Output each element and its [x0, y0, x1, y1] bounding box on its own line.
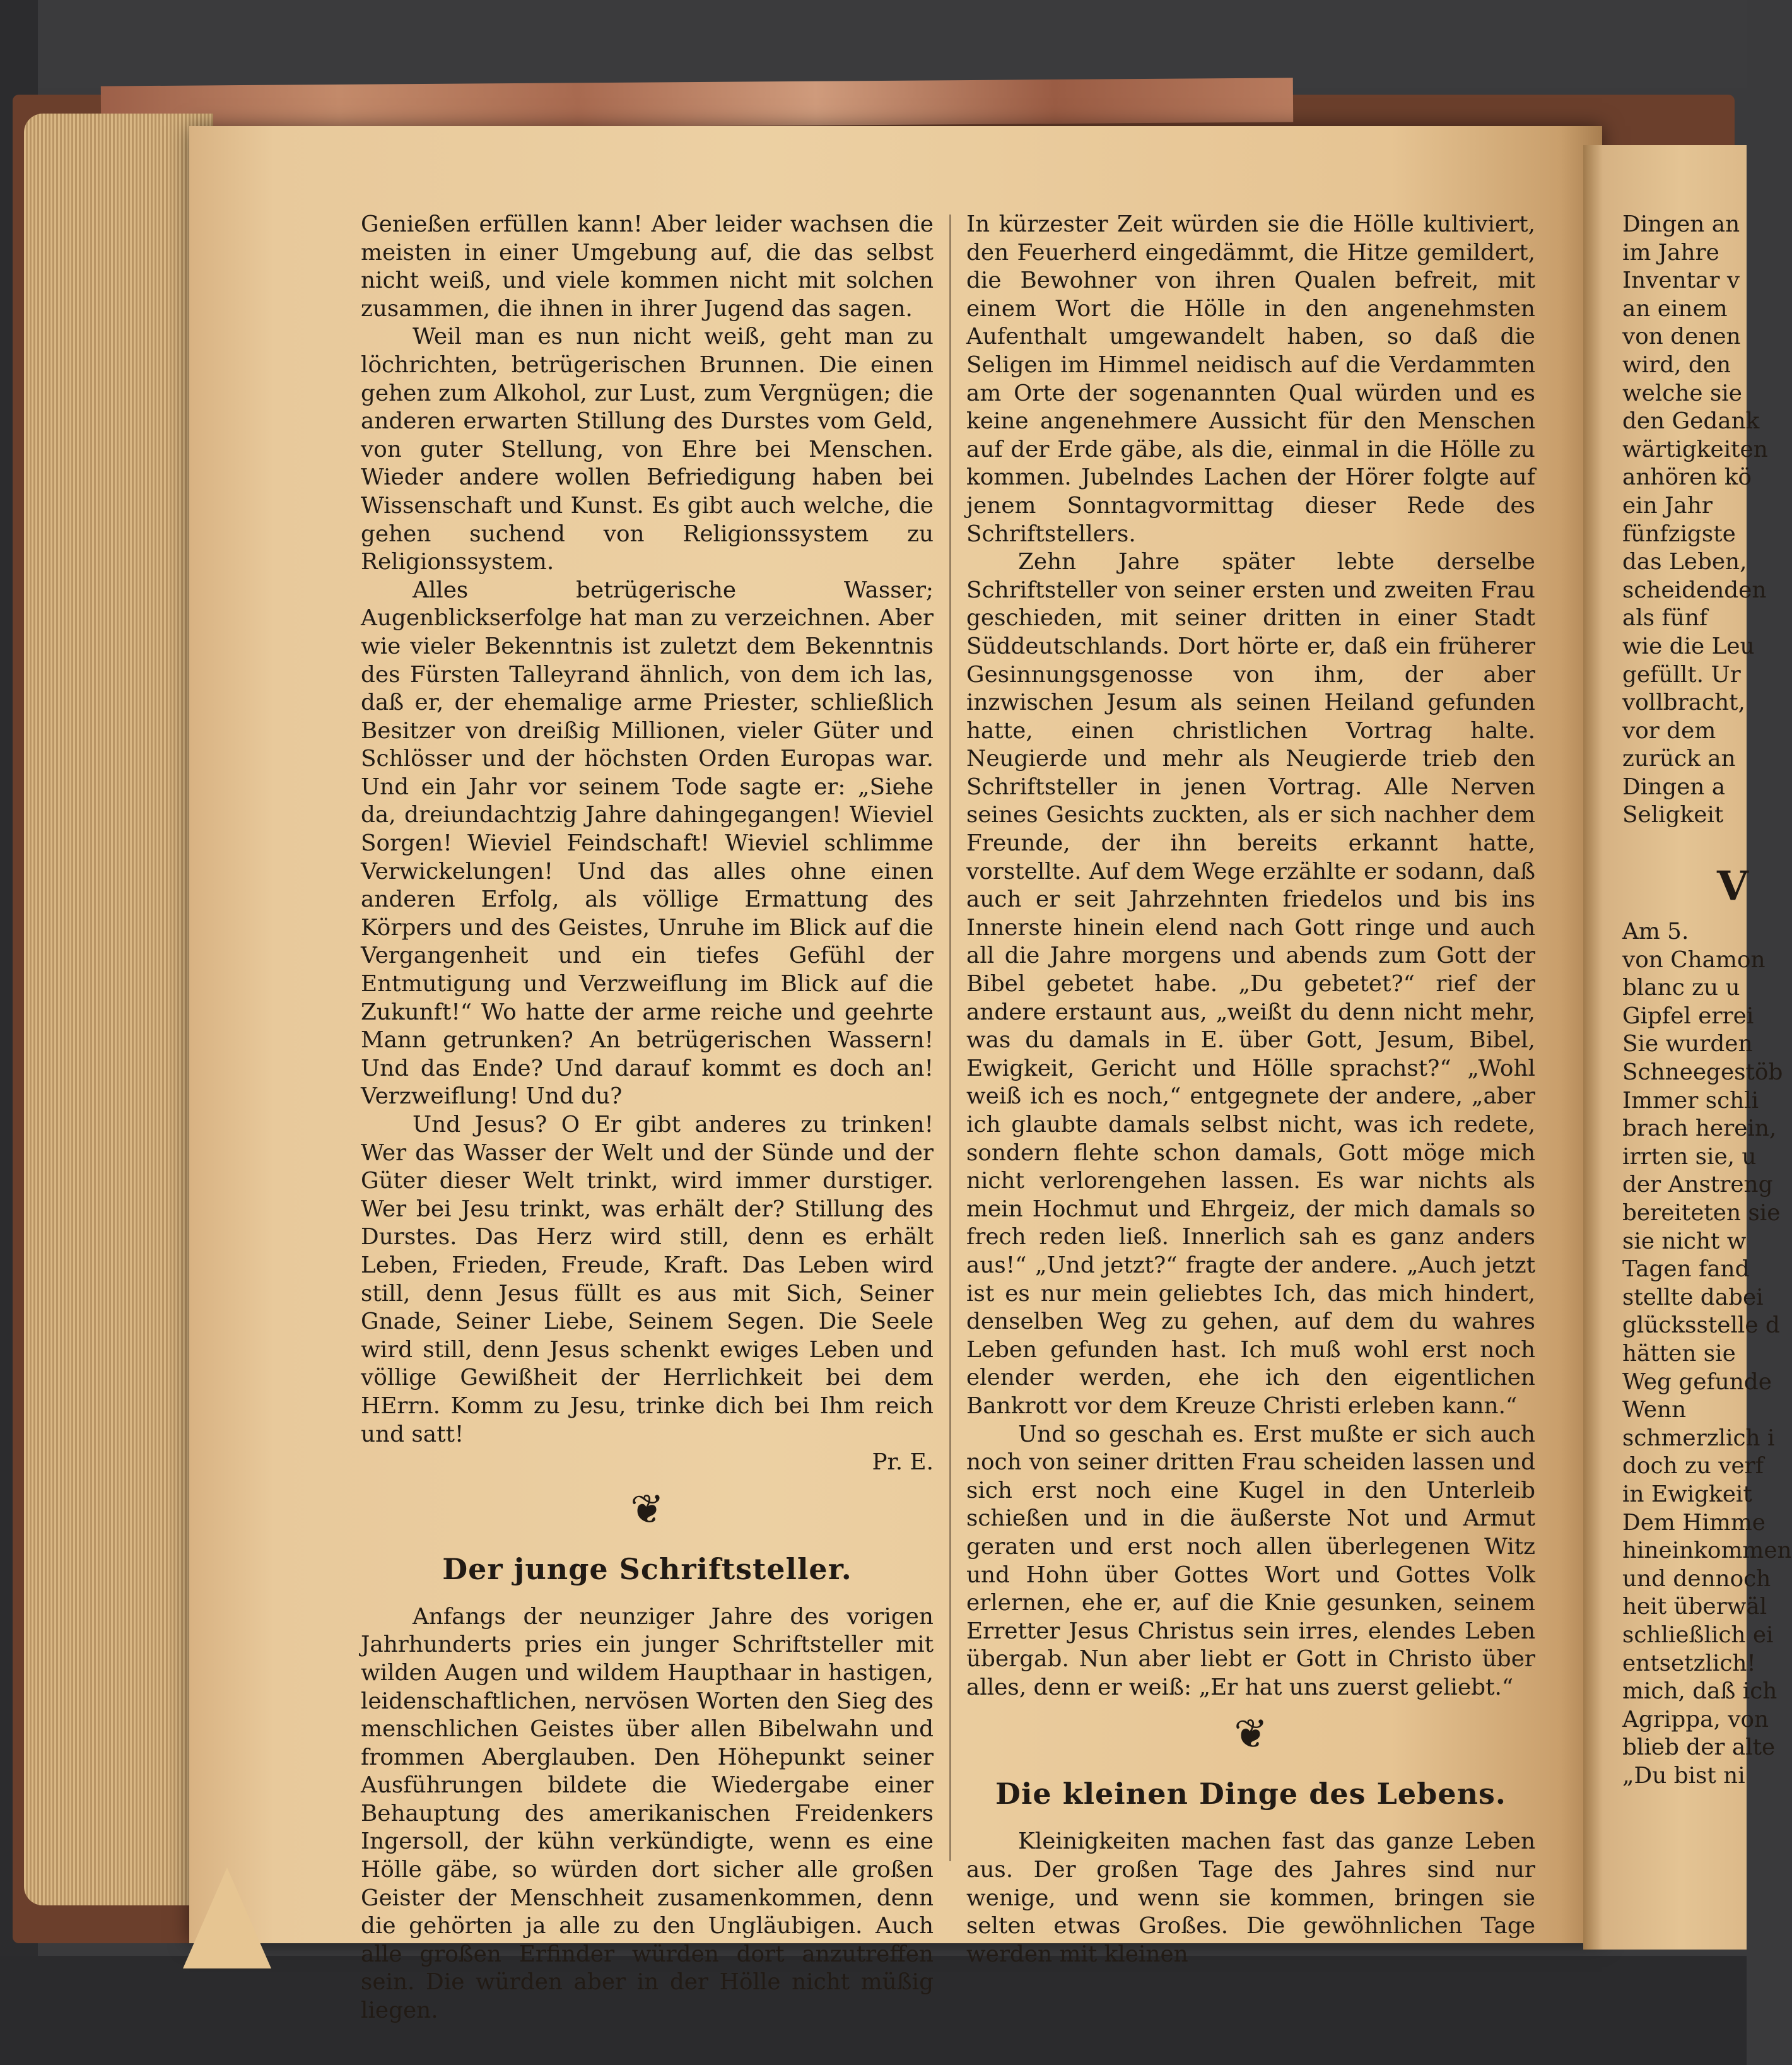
- fragment-line: von denen: [1622, 324, 1741, 350]
- fragment-line: Am 5.: [1622, 919, 1689, 945]
- fragment-line: Schneegestöb: [1622, 1059, 1783, 1086]
- right-column: [966, 211, 1535, 1968]
- fragment-line: Immer schli: [1622, 1087, 1759, 1114]
- fragment-line: wird, den: [1622, 351, 1731, 378]
- fragment-line: den Gedank: [1622, 408, 1760, 435]
- fragment-line: stellte dabei: [1622, 1284, 1764, 1310]
- paragraph: Kleinigkeiten machen fast das ganze Leben aus. Der großen Tage des Jahres sind nur wenige, und wenn sie kommen, bringen sie selten etwas Großes. Die gewöhnlichen Tage werden mit kleinen: [966, 1828, 1535, 1967]
- left-column: [361, 211, 934, 2025]
- paragraph: Genießen erfüllen kann! Aber leider wachsen die meisten in einer Umgebung auf, die das selbst nicht weiß, und viele kommen nicht mit solchen zusammen, die ihnen in ihrer Jugend das sagen.: [361, 211, 934, 322]
- paragraph: Und so geschah es. Erst mußte er sich auch noch von seiner dritten Frau scheiden lassen und sich erst noch eine Kugel in den Unterleib schießen und in die äußerste Not und Armut geraten und erst noch allen überlegenen Witz und Hohn über Gottes Wort und Gottes Volk erlernen, ehe er, auf die Knie gesunken, seinem Erretter Jesus Christus sein irres, elendes Leben übergab. Nun aber liebt er Gott in Christo über alles, denn er weiß: „Er hat uns zuerst geliebt.“: [966, 1421, 1535, 1700]
- fragment-line: hineinkommen: [1622, 1538, 1792, 1564]
- background-board-top: [0, 0, 1747, 88]
- fragment-line: blanc zu u: [1622, 975, 1740, 1001]
- paragraph: Und Jesus? O Er gibt anderes zu trinken! Wer das Wasser der Welt und der Sünde und der Güter dieser Welt trinkt, wird immer durstiger. Wer bei Jesu trinkt, was erhält der? Stillung des Durstes. Das Herz wird still, denn es erhält Leben, Frieden, Freude, Kraft. Das Leben wird still, denn Jesus füllt es aus mit Sich, Seiner Gnade, Seiner Liebe, Seinem Segen. Die Seele wird still, denn Jesus schenkt ewiges Leben und völlige Gewißheit der Herrlichkeit bei dem HErrn. Komm zu Jesu, trinke dich bei Ihm reich und satt!: [361, 1112, 934, 1447]
- paragraph: Zehn Jahre später lebte derselbe Schriftsteller von seiner ersten und zweiten Frau geschieden, mit seiner dritten in einer Stadt Süddeutschlands. Dort hörte er, daß ein früherer Gesinnungsgenosse von ihm, der aber inzwischen Jesum als seinen Heiland gefunden hatte, einen christlichen Vortrag halte. Neugierde und mehr als Neugierde trieb den Schriftsteller in jenen Vortrag. Alle Nerven seines Gesichts zuckten, als er sich nachher dem Freunde, der ihn bereits erkannt hatte, vorstellte. Auf dem Wege erzählte er sodann, daß auch er seit Jahrzehnten friedelos und bis ins Innerste hinein elend nach Gott ringe und auch all die Jahre morgens und abends zum Gott der Bibel gebetet habe. „Du gebetet?“ rief der andere erstaunt aus, „weißt du denn nicht mehr, was du damals in E. über Gott, Jesum, Bibel, Ewigkeit, Gericht und Hölle sprachst?“ „Wohl weiß ich es noch,“ entgegnete der andere, „aber ich glaubte damals selbst nicht, was ich redete, sondern flehte schon damals, Gott möge mich nicht verlorengehen lassen. Es war nichts als mein Hochmut und Ehrgeiz, der mich damals so frech reden ließ. Innerlich sah es ganz anders aus!“ „Und jetzt?“ fragte der andere. „Auch jetzt ist es nur mein geliebtes Ich, das mich hindert, denselben Weg zu gehen, auf dem du wahres Leben gefunden hast. Ich muß wohl erst noch elender werden, ehe ich den eigentlichen Bankrott vor dem Kreuze Christi erleben kann.“: [966, 549, 1535, 1419]
- fragment-line: irrten sie, u: [1622, 1143, 1757, 1170]
- fragment-line: vollbracht,: [1622, 690, 1745, 716]
- fragment-line: schmerzlich i: [1622, 1425, 1775, 1451]
- ornament-icon: ❦: [630, 1486, 664, 1533]
- fragment-line: doch zu verf: [1622, 1453, 1764, 1480]
- fragment-line: an einem: [1622, 295, 1728, 322]
- fragment-line: anhören kö: [1622, 464, 1752, 491]
- paragraph: In kürzester Zeit würden sie die Hölle kultiviert, den Feuerherd eingedämmt, die Hitze gemildert, die Bewohner von ihren Qualen befreit, mit einem Wort die Hölle in den angenehmsten Aufenthalt umgewandelt haben, so daß die Seligen im Himmel neidisch auf die Verdammten am Orte der sogenannten Qual würden und es keine angenehmere Aussicht für den Menschen auf der Erde gäbe, als die, einmal in die Hölle zu kommen. Jubelndes Lachen der Hörer folgte auf jenem Sonntagvormittag dieser Rede des Schriftstellers.: [966, 211, 1535, 547]
- fragment-line: glücksstelle d: [1622, 1312, 1780, 1339]
- article-title: Die kleinen Dinge des Lebens.: [995, 1777, 1506, 1811]
- fragment-line: wärtigkeiten: [1622, 436, 1768, 462]
- fragment-line: zurück an: [1622, 746, 1736, 772]
- fragment-lines-bottom: [1622, 918, 1792, 1790]
- fragment-line: schließlich ei: [1622, 1621, 1774, 1648]
- fragment-line: Tagen fand: [1622, 1256, 1750, 1283]
- author-signature: Pr. E.: [872, 1449, 934, 1476]
- fragment-heading-letter: V: [1717, 862, 1748, 910]
- fragment-line: blieb der alte: [1622, 1734, 1776, 1761]
- fragment-line: Wenn: [1622, 1397, 1687, 1423]
- marbled-endpaper: [101, 78, 1293, 130]
- fragment-line: Inventar v: [1622, 268, 1740, 294]
- fragment-line: fünfzigste: [1622, 521, 1736, 547]
- fragment-line: gefüllt. Ur: [1622, 661, 1741, 688]
- article-title: Der junge Schriftsteller.: [442, 1551, 852, 1586]
- fragment-line: ein Jahr: [1622, 492, 1713, 519]
- paragraph: Weil man es nun nicht weiß, geht man zu löchrichten, betrügerischen Brunnen. Die einen gehen zum Alkohol, zur Lust, zum Vergnügen; die anderen erwarten Stillung des Durstes vom Geld, von guter Stellung, von Ehre bei Menschen. Wieder andere wollen Befriedigung haben bei Wissenschaft und Kunst. Es gibt auch welche, die gehen suchend von Religionssystem zu Religionssystem.: [361, 324, 934, 575]
- fragment-line: bereiteten sie: [1622, 1200, 1781, 1226]
- fragment-line: im Jahre: [1622, 239, 1719, 266]
- fragment-line: wie die Leu: [1622, 633, 1755, 659]
- ornament-icon: ❦: [1234, 1711, 1268, 1758]
- fragment-lines-top: [1622, 211, 1768, 830]
- fragment-line: scheidenden: [1622, 577, 1767, 603]
- fragment-line: brach herein,: [1622, 1115, 1777, 1142]
- fragment-line: als fünf: [1622, 605, 1708, 632]
- fragment-line: Dingen a: [1622, 774, 1726, 800]
- fragment-line: Dem Himme: [1622, 1509, 1766, 1536]
- fragment-line: in Ewigkeit: [1622, 1481, 1752, 1507]
- fragment-line: von Chamon: [1622, 946, 1766, 973]
- paragraph: Alles betrügerische Wasser; Augenblickserfolge hat man zu verzeichnen. Aber wie vieler Bekenntnis ist zuletzt dem Bekenntnis des Fürsten Talleyrand ähnlich, von dem ich las, daß er, der ehemalige arme Priester, schließlich Besitzer von dreißig Millionen, vieler Güter und Schlösser und der höchsten Orden Europas war. Und ein Jahr vor seinem Tode sagte er: „Siehe da, dreiundachtzig Jahre dahingegangen! Wieviel Sorgen! Wieviel Feindschaft! Wieviel schlimme Verwickelungen! Und das alles ohne einen anderen Erfolg, als völlige Ermattung des Körpers und des Geistes, Unruhe im Blick auf die Vergangenheit und ein tiefes Gefühl der Entmutigung und Verzweiflung im Blick auf die Zukunft!“ Wo hatte der arme reiche und geehrte Mann getrunken? An betrügerischen Wassern! Und das Ende? Und darauf kommt es doch an! Verzweiflung! Und du?: [361, 577, 934, 1110]
- fragment-line: und dennoch: [1622, 1565, 1771, 1592]
- fragment-line: hätten sie: [1622, 1340, 1736, 1367]
- fragment-line: heit überwäl: [1622, 1594, 1767, 1620]
- page-edges: [24, 114, 213, 1905]
- fragment-line: mich, daß ich: [1622, 1678, 1777, 1705]
- fragment-line: entsetzlich!: [1622, 1650, 1756, 1676]
- fragment-line: Seligkeit: [1622, 802, 1724, 828]
- fragment-line: welche sie: [1622, 380, 1742, 406]
- fragment-line: sie nicht w: [1622, 1228, 1747, 1254]
- fragment-line: Agrippa, von: [1622, 1706, 1769, 1733]
- column-divider: [949, 215, 951, 1861]
- fragment-line: „Du bist ni: [1622, 1762, 1745, 1789]
- fragment-line: das Leben,: [1622, 549, 1747, 575]
- fragment-line: der Anstreng: [1622, 1172, 1773, 1198]
- fragment-line: Weg gefunde: [1622, 1368, 1772, 1395]
- fragment-line: Gipfel errei: [1622, 1003, 1754, 1029]
- fragment-line: vor dem: [1622, 717, 1716, 744]
- fragment-line: Dingen an: [1622, 211, 1740, 237]
- paragraph: Anfangs der neunziger Jahre des vorigen Jahrhunderts pries ein junger Schriftsteller mit wilden Augen und wildem Haupthaar in hastigen, leidenschaftlichen, nervösen Worten den Sieg des menschlichen Geistes über allen Bibelwahn und frommen Aberglauben. Den Höhepunkt seiner Ausführungen bildete die Wiedergabe einer Behauptung des amerikanischen Freidenkers Ingersoll, der kühn verkündigte, wenn es eine Hölle gäbe, so würden dort sicher alle großen Geister der Menschheit zusamenkommen, denn die gehörten ja alle zu den Ungläubigen. Auch alle großen Erfinder würden dort anzutreffen sein. Die würden aber in der Hölle nicht müßig liegen.: [361, 1603, 934, 2024]
- next-page-fragment: [1622, 211, 1792, 1790]
- fragment-line: Sie wurden: [1622, 1031, 1753, 1057]
